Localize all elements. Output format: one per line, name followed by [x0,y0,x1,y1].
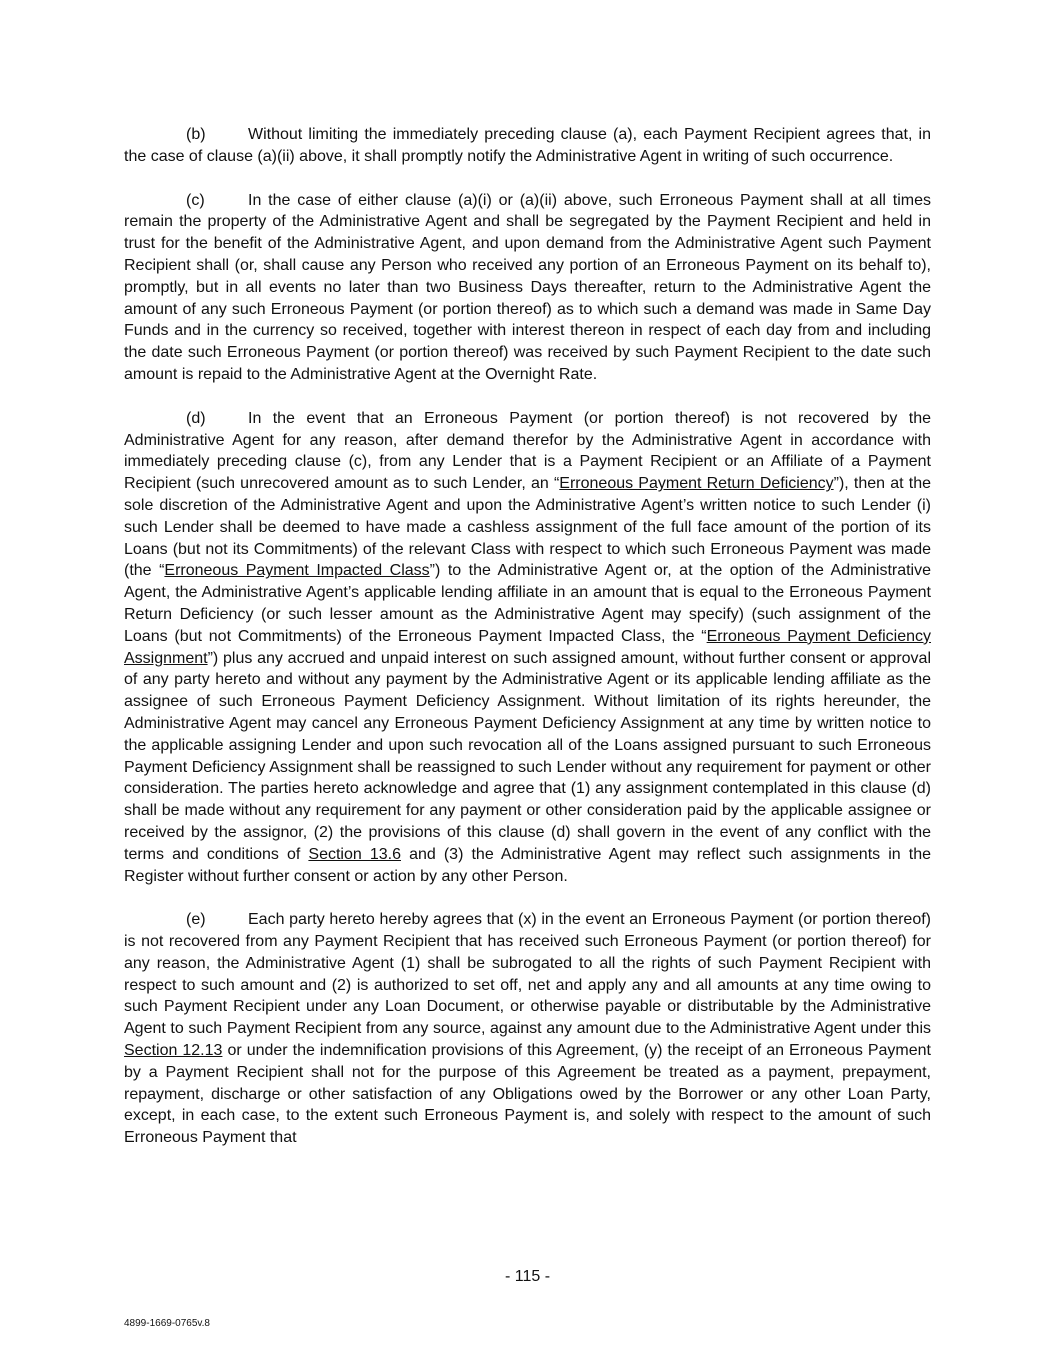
paragraph-d [124,408,931,888]
paragraph-c [124,190,931,386]
paragraph-text: In the event that an Erroneous Payment (or portion thereof) is not recovered by the Administrative Agent for any reason, after demand therefor by the Administrative Agent in accordance with immediately preceding clause (c), from any Lender that is a Payment Recipient or an Affiliate of a Payment Recipient (such unrecovered amount as to such Lender, an “ [124,409,931,493]
paragraph-label: (c) [186,191,205,209]
paragraph-text: ”), then at the sole discretion of the Administrative Agent and upon the Administrative Agent’s written notice to such Lender (i) such Lender shall be deemed to have made a cashless assignment of the full face amount of the portion of its Loans (but not its Commitments) of the relevant Class with respect to which such Erroneous Payment was made (the “ [124,475,931,580]
paragraph-label: (d) [186,409,206,427]
document-body [124,124,931,1171]
defined-term-erroneous-payment-deficiency-assignment: Erroneous Payment Deficiency Assignment [124,627,931,667]
defined-term-erroneous-payment-impacted-class: Erroneous Payment Impacted Class [164,562,430,580]
paragraph-text: Without limiting the immediately preceding clause (a), each Payment Recipient agrees that, in the case of clause (a)(ii) above, it shall promptly notify the Administrative Agent in writing of such occurrence. [124,126,931,165]
document-id: 4899-1669-0765v.8 [124,1318,210,1329]
paragraph-text: and (3) the Administrative Agent may reflect such assignments in the Register without further consent or action by any other Person. [124,845,931,885]
section-reference-12-13: Section 12.13 [124,1042,223,1060]
page-number: - 115 - [504,1268,551,1285]
paragraph-text: or under the indemnification provisions of this Agreement, (y) the receipt of an Erroneous Payment by a Payment Recipient shall not for the purpose of this Agreement be treated as a payment, prepayment, repayment, discharge or other satisfaction of any Obligations owed by the Borrower or any other Loan Party, except, in each case, to the extent such Erroneous Payment is, and solely with respect to the amount of such Erroneous Payment that [124,1042,932,1147]
paragraph-b [124,124,931,168]
paragraph-e [124,909,931,1149]
paragraph-text: ”) plus any accrued and unpaid interest on such assigned amount, without further consent or approval of any party hereto and without any payment by the Administrative Agent or its applicable lending affiliate as the assignee of such Erroneous Payment Deficiency Assignment. Without limitation of its rights hereunder, the Administrative Agent may cancel any Erroneous Payment Deficiency Assignment at any time by written notice to the applicable assigning Lender and upon such revocation all of the Loans assigned pursuant to such Erroneous Payment Deficiency Assignment shall be reassigned to such Lender without any requirement for payment or other consideration. The parties hereto acknowledge and agree that (1) any assignment contemplated in this clause (d) shall be made without any requirement for any payment or other consideration paid by the applicable assignee or received by the assignor, (2) the provisions of this clause (d) shall govern in the event of any conflict with the terms and conditions of [124,649,931,863]
paragraph-text: Each party hereto hereby agrees that (x) in the event an Erroneous Payment (or portion thereof) is not recovered from any Payment Recipient that has received such Erroneous Payment (or portion thereof) for any reason, the Administrative Agent (1) shall be subrogated to all the rights of such Payment Recipient with respect to such amount and (2) is authorized to set off, net and apply any and all amounts at any time owing to such Payment Recipient under any Loan Document, or otherwise payable or distributable by the Administrative Agent to such Payment Recipient from any source, against any amount due to the Administrative Agent under this [124,911,931,1038]
paragraph-text: In the case of either clause (a)(i) or (a)(ii) above, such Erroneous Payment shall at all times remain the property of the Administrative Agent and shall be segregated by the Payment Recipient and held in trust for the benefit of the Administrative Agent, and upon demand from the Administrative Agent such Payment Recipient shall (or, shall cause any Person who received any portion of an Erroneous Payment on its behalf to), promptly, but in all events no later than two Business Days thereafter, return to the Administrative Agent the amount of any such Erroneous Payment (or portion thereof) as to which such a demand was made in Same Day Funds and in the currency so received, together with interest thereon in respect of each day from and including the date such Erroneous Payment (or portion thereof) was received by such Payment Recipient to the date such amount is repaid to the Administrative Agent at the Overnight Rate. [124,191,931,383]
defined-term-erroneous-payment-return-deficiency: Erroneous Payment Return Deficiency [559,475,834,493]
paragraph-text: ”) to the Administrative Agent or, at the option of the Administrative Agent, the Administrative Agent’s applicable lending affiliate in an amount that is equal to the Erroneous Payment Return Deficiency (or such lesser amount as the Administrative Agent may specify) (such assignment of the Loans (but not Commitments) of the Erroneous Payment Impacted Class, the “ [124,562,932,645]
paragraph-label: (b) [186,126,206,143]
section-reference-13-6: Section 13.6 [308,845,401,863]
paragraph-label: (e) [186,911,206,929]
